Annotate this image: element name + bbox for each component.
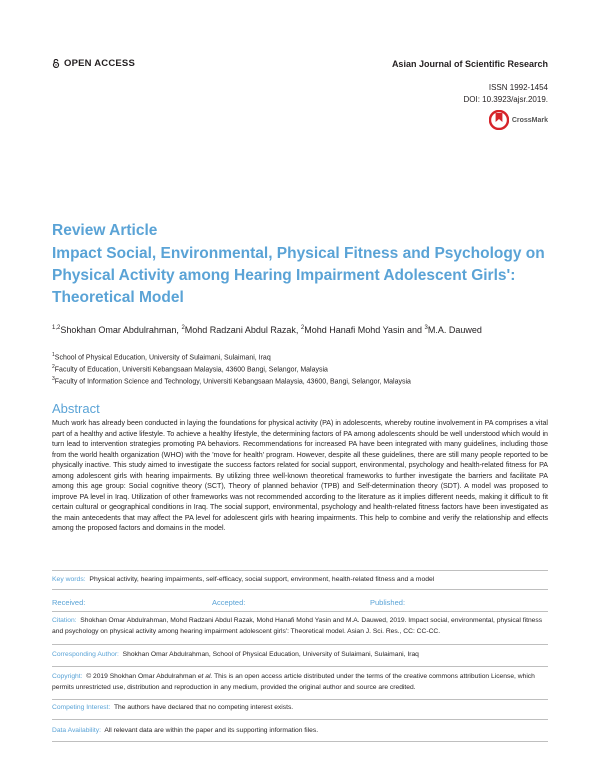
published-label: Published: [370, 598, 406, 607]
abstract-text: Much work has already been conducted in laying the foundations for physical activity (PA) in adolescents, whereby routine involvement in PA comprises a vital part of a healthy and active lifestyle. To achieve a healthy lifestyle, the determining factors of PA among adolescents should be well understood which would in turn lead to intervention strategies promoting PA behaviors. Recommendations for increased PA have been integrated with many guidelines, including those from the world health organization (WHO) with the 'move for health' program. However, despite all these guidelines, there are still many people reported to be physically inactive. This study aimed to investigate the success factors related for social support, environmental, psychology and health-related fitness for PA among adolescent girls with hearing impairments. By utilizing three well-known theoretical frameworks to further investigate the barriers and facilitate PA among this age group: Social cognitive theory (SCT), Theory of planned behavior (TPB) and Self-determination theory (SDT). A model was proposed to improve PA level in Iraq. Utilization of other frameworks was not recommended according to the literature as it implies different needs, making it difficult to fit certain cultural or geographical conditions in Iraq. The social support, environmental, psychology and health-related fitness factors have been investigated as the main antecedents that may affect the PA level for adolescent girls with hearing impairments. This help to combine and verify the relationship and effects among the proposed factors and domains in the model. [52, 419, 548, 533]
divider [52, 699, 548, 700]
divider [52, 611, 548, 612]
received-label: Received: [52, 598, 86, 607]
journal-name: Asian Journal of Scientific Research [391, 58, 548, 69]
article-type: Review Article [52, 222, 158, 239]
affiliation-2-sup: 2 [52, 364, 55, 370]
divider [52, 644, 548, 645]
abstract-heading: Abstract [52, 401, 100, 416]
citation-label: Citation: [52, 617, 77, 624]
copyright-pre: © 2019 Shokhan Omar Abdulrahman [86, 673, 196, 680]
corresponding-author [52, 650, 548, 661]
divider [52, 719, 548, 720]
affiliation-3 [52, 376, 552, 385]
competing-label: Competing Interest: [52, 704, 111, 711]
data-availability-label: Data Availability: [52, 727, 101, 734]
divider [52, 589, 548, 590]
copyright [52, 672, 548, 693]
competing-interest [52, 703, 548, 714]
corresponding-text: Shokhan Omar Abdulrahman, School of Physical Education, University of Sulaimani, Sulaimani, Iraq [122, 651, 419, 658]
citation-text: Shokhan Omar Abdulrahman, Mohd Radzani Abdul Razak, Mohd Hanafi Mohd Yasin and M.A. Dauwed, 2019. Impact social, environmental, physical fitness and psychology on physical activity among hearing impairment adolescent girls': Theoretical model. Asian J. Sci. Res., CC: CC-CC. [52, 617, 543, 635]
author-1-sup: 1,2 [52, 325, 61, 331]
copyright-etal: et al. [197, 673, 213, 680]
author-4: M.A. Dauwed [427, 325, 482, 335]
divider [52, 741, 548, 742]
crossmark-icon [489, 110, 509, 130]
copyright-label: Copyright: [52, 673, 83, 680]
competing-text: The authors have declared that no competing interest exists. [113, 704, 294, 711]
divider [52, 666, 548, 667]
data-availability-text: All relevant data are within the paper and its supporting information files. [104, 727, 319, 734]
affiliation-2 [52, 364, 552, 373]
divider [52, 570, 548, 571]
affiliation-3-sup: 3 [52, 376, 55, 382]
article-title: Impact Social, Environmental, Physical Fitness and Psychology on Physical Activity among Hearing Impairment Adolescent Girls': Theoretical Model [52, 245, 545, 306]
citation [52, 616, 548, 637]
data-availability [52, 726, 548, 737]
keywords-label: Key words: [52, 576, 86, 583]
crossmark-badge[interactable] [489, 110, 548, 130]
author-2-sup: 2 [181, 325, 185, 331]
corresponding-label: Corresponding Author: [52, 651, 119, 658]
crossmark-label: CrossMark [511, 116, 548, 124]
author-1: Shokhan Omar Abdulrahman, [60, 325, 179, 335]
affiliation-1-sup: 1 [52, 352, 55, 358]
author-4-sup: 3 [424, 325, 428, 331]
keywords [52, 576, 548, 583]
header-bar [52, 58, 548, 69]
open-access-badge [52, 58, 135, 69]
affiliation-1-text: School of Physical Education, University of Sulaimani, Sulaimani, Iraq [54, 354, 271, 362]
accepted-label: Accepted: [212, 598, 246, 607]
affiliation-1 [52, 352, 552, 361]
author-3-sup: 2 [300, 325, 305, 331]
doi[interactable]: DOI: 10.3923/ajsr.2019. [463, 95, 548, 104]
keywords-text: Physical activity, hearing impairments, self-efficacy, social support, environment, health-related fitness and a model [89, 576, 435, 583]
author-2: Mohd Radzani Abdul Razak, [184, 325, 299, 335]
affiliation-3-text: Faculty of Information Science and Technology, Universiti Kebangsaan Malaysia, 43600, Bangi, Selangor, Malaysia [54, 378, 411, 386]
copyright-post: This is an open access article distributed under the terms of the creative commons attribution License, which permits unrestricted use, distribution and reproduction in any medium, provided the original author and source are credited. [52, 673, 535, 691]
open-access-label: OPEN ACCESS [64, 58, 136, 69]
open-lock-icon [52, 59, 60, 68]
issn: ISSN 1992-1454 [488, 83, 548, 92]
author-list [52, 325, 552, 335]
affiliation-2-text: Faculty of Education, Universiti Kebangsaan Malaysia, 43600 Bangi, Selangor, Malaysia [54, 366, 328, 374]
author-3: Mohd Hanafi Mohd Yasin and [304, 325, 422, 335]
